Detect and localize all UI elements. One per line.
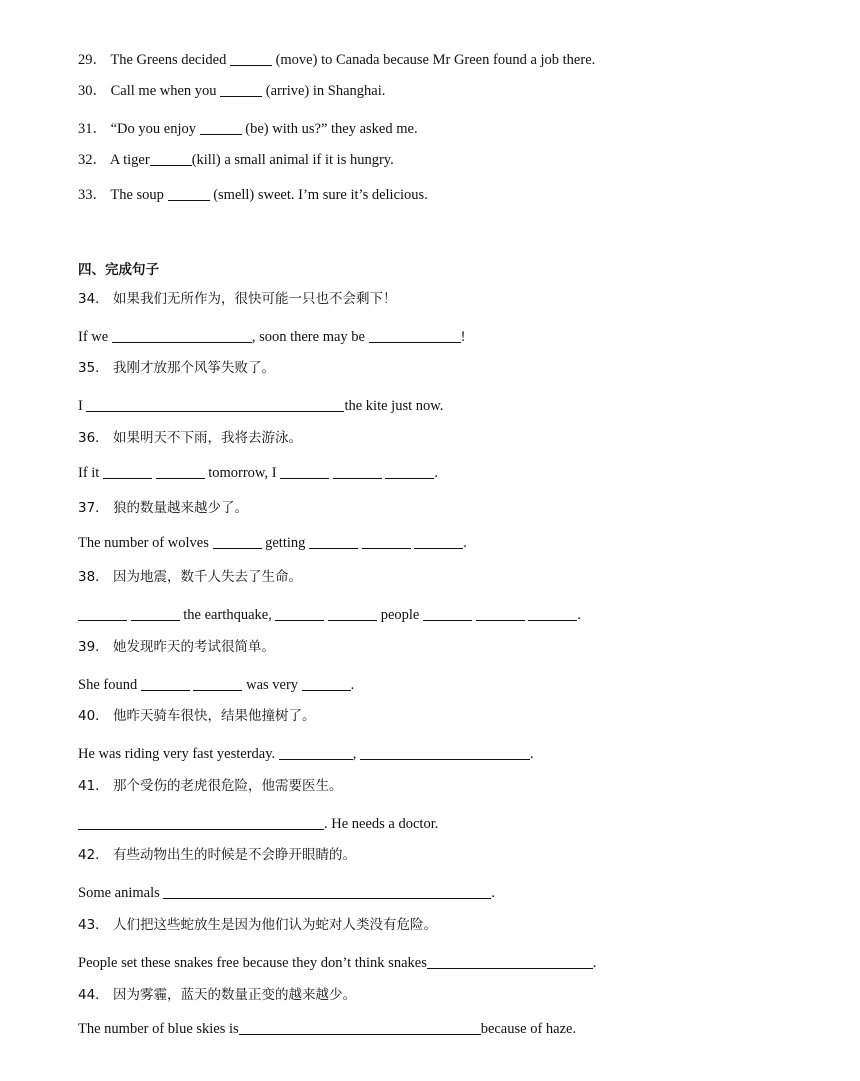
answer-blank[interactable] xyxy=(360,745,530,760)
sentence-text: the kite just now. xyxy=(344,398,444,414)
answer-blank[interactable] xyxy=(220,82,262,97)
question-37-prompt xyxy=(78,499,248,517)
question-number: 43． xyxy=(78,917,109,933)
question-34-prompt xyxy=(78,290,396,308)
answer-blank[interactable] xyxy=(141,676,190,691)
sentence-text: . xyxy=(530,746,534,762)
answer-blank[interactable] xyxy=(369,328,461,343)
question-40-prompt xyxy=(78,707,315,725)
question-number: 29． xyxy=(78,52,107,68)
sentence-text: If it xyxy=(78,465,103,481)
sentence-text: people xyxy=(377,607,423,623)
sentence-text: The number of blue skies is xyxy=(78,1021,239,1037)
question-text: The Greens decided xyxy=(110,52,230,68)
chinese-sentence: 如果明天不下雨，我将去游泳。 xyxy=(112,430,302,446)
chinese-sentence: 如果我们无所作为，很快可能一只也不会剩下！ xyxy=(112,291,397,307)
question-34-answer xyxy=(78,328,465,346)
sentence-text: . xyxy=(592,955,597,971)
question-29 xyxy=(78,51,595,69)
sentence-text: . xyxy=(463,535,467,551)
question-text: Call me when you xyxy=(110,83,221,99)
question-38-prompt xyxy=(78,568,302,586)
sentence-text: If we xyxy=(78,329,112,345)
question-number: 34． xyxy=(78,291,109,307)
sentence-text: was very xyxy=(242,677,302,693)
question-35-prompt xyxy=(78,359,275,377)
question-36-prompt xyxy=(78,429,302,447)
chinese-sentence: 狼的数量越来越少了。 xyxy=(112,500,248,516)
sentence-text: . xyxy=(577,607,581,623)
section-title: 四、完成句子 xyxy=(78,262,159,278)
question-31 xyxy=(78,120,418,138)
answer-blank[interactable] xyxy=(279,745,353,760)
sentence-text: . xyxy=(491,885,496,901)
answer-blank[interactable] xyxy=(280,464,329,479)
answer-blank[interactable] xyxy=(131,606,180,621)
sentence-text: the earthquake, xyxy=(179,607,276,623)
question-number: 33． xyxy=(78,187,107,203)
answer-blank[interactable] xyxy=(423,606,472,621)
answer-blank[interactable] xyxy=(476,606,525,621)
question-42-answer xyxy=(78,884,495,902)
question-39-answer xyxy=(78,676,354,694)
question-number: 41． xyxy=(78,778,109,794)
question-30 xyxy=(78,82,385,100)
question-number: 40． xyxy=(78,708,109,724)
sentence-text: People set these snakes free because they don’t think snakes xyxy=(78,955,427,971)
question-text: (kill) a small animal if it is hungry. xyxy=(191,152,394,168)
question-number: 32． xyxy=(78,152,107,168)
question-text: (move) to Canada because Mr Green found a job there. xyxy=(271,52,596,68)
question-number: 37． xyxy=(78,500,109,516)
question-35-answer xyxy=(78,397,443,415)
answer-blank[interactable] xyxy=(200,120,242,135)
question-text: (be) with us?” they asked me. xyxy=(241,121,418,137)
answer-blank[interactable] xyxy=(414,534,463,549)
question-43-answer xyxy=(78,954,596,972)
question-33 xyxy=(78,186,428,204)
answer-blank[interactable] xyxy=(302,676,351,691)
sentence-text: tomorrow, I xyxy=(204,465,281,481)
question-32 xyxy=(78,151,394,169)
answer-blank[interactable] xyxy=(333,464,382,479)
answer-blank[interactable] xyxy=(230,51,272,66)
answer-blank[interactable] xyxy=(150,151,192,166)
question-number: 35． xyxy=(78,360,109,376)
question-number: 39． xyxy=(78,639,109,655)
answer-blank[interactable] xyxy=(168,186,210,201)
question-36-answer xyxy=(78,464,438,482)
answer-blank[interactable] xyxy=(239,1020,481,1035)
question-37-answer xyxy=(78,534,467,552)
question-40-answer xyxy=(78,745,534,763)
answer-blank[interactable] xyxy=(163,884,491,899)
answer-blank[interactable] xyxy=(328,606,377,621)
sentence-text: getting xyxy=(261,535,310,551)
chinese-sentence: 那个受伤的老虎很危险，他需要医生。 xyxy=(112,778,343,794)
question-44-prompt xyxy=(78,986,356,1004)
question-44-answer xyxy=(78,1020,576,1038)
question-number: 42． xyxy=(78,847,109,863)
answer-blank[interactable] xyxy=(528,606,577,621)
sentence-text: She found xyxy=(78,677,141,693)
question-number: 44． xyxy=(78,987,109,1003)
answer-blank[interactable] xyxy=(275,606,324,621)
answer-blank[interactable] xyxy=(362,534,411,549)
question-38-answer xyxy=(78,606,581,624)
sentence-text: , soon there may be xyxy=(251,329,369,345)
sentence-text: because of haze. xyxy=(480,1021,577,1037)
question-text: A tiger xyxy=(109,152,150,168)
question-text: “Do you enjoy xyxy=(110,121,200,137)
sentence-text: , xyxy=(352,746,361,762)
answer-blank[interactable] xyxy=(309,534,358,549)
question-43-prompt xyxy=(78,916,437,934)
sentence-text: . xyxy=(434,465,439,481)
answer-blank[interactable] xyxy=(78,815,324,830)
question-text: (smell) sweet. I’m sure it’s delicious. xyxy=(209,187,428,203)
question-41-prompt xyxy=(78,777,342,795)
sentence-text: ! xyxy=(460,329,466,345)
sentence-text: . xyxy=(350,677,355,693)
question-number: 30． xyxy=(78,83,107,99)
chinese-sentence: 他昨天骑车很快，结果他撞树了。 xyxy=(112,708,316,724)
question-42-prompt xyxy=(78,846,356,864)
answer-blank[interactable] xyxy=(193,676,242,691)
answer-blank[interactable] xyxy=(103,464,152,479)
sentence-text: He was riding very fast yesterday. xyxy=(78,746,279,762)
sentence-text: Some animals xyxy=(78,885,164,901)
question-number: 38． xyxy=(78,569,109,585)
sentence-text: I xyxy=(78,398,87,414)
answer-blank[interactable] xyxy=(86,397,344,412)
question-number: 36． xyxy=(78,430,109,446)
chinese-sentence: 人们把这些蛇放生是因为他们认为蛇对人类没有危险。 xyxy=(112,917,437,933)
chinese-sentence: 她发现昨天的考试很简单。 xyxy=(112,639,275,655)
sentence-text: . He needs a doctor. xyxy=(324,816,439,832)
sentence-text: The number of wolves xyxy=(78,535,213,551)
answer-blank[interactable] xyxy=(427,954,593,969)
question-number: 31． xyxy=(78,121,107,137)
answer-blank[interactable] xyxy=(213,534,262,549)
chinese-sentence: 有些动物出生的时候是不会睁开眼睛的。 xyxy=(112,847,356,863)
chinese-sentence: 我刚才放那个风筝失败了。 xyxy=(112,360,275,376)
question-41-answer xyxy=(78,815,438,833)
question-text: The soup xyxy=(110,187,168,203)
chinese-sentence: 因为地震，数千人失去了生命。 xyxy=(112,569,302,585)
answer-blank[interactable] xyxy=(156,464,205,479)
answer-blank[interactable] xyxy=(78,606,127,621)
answer-blank[interactable] xyxy=(112,328,252,343)
question-text: (arrive) in Shanghai. xyxy=(262,83,386,99)
answer-blank[interactable] xyxy=(385,464,434,479)
chinese-sentence: 因为雾霾，蓝天的数量正变的越来越少。 xyxy=(112,987,356,1003)
question-39-prompt xyxy=(78,638,275,656)
